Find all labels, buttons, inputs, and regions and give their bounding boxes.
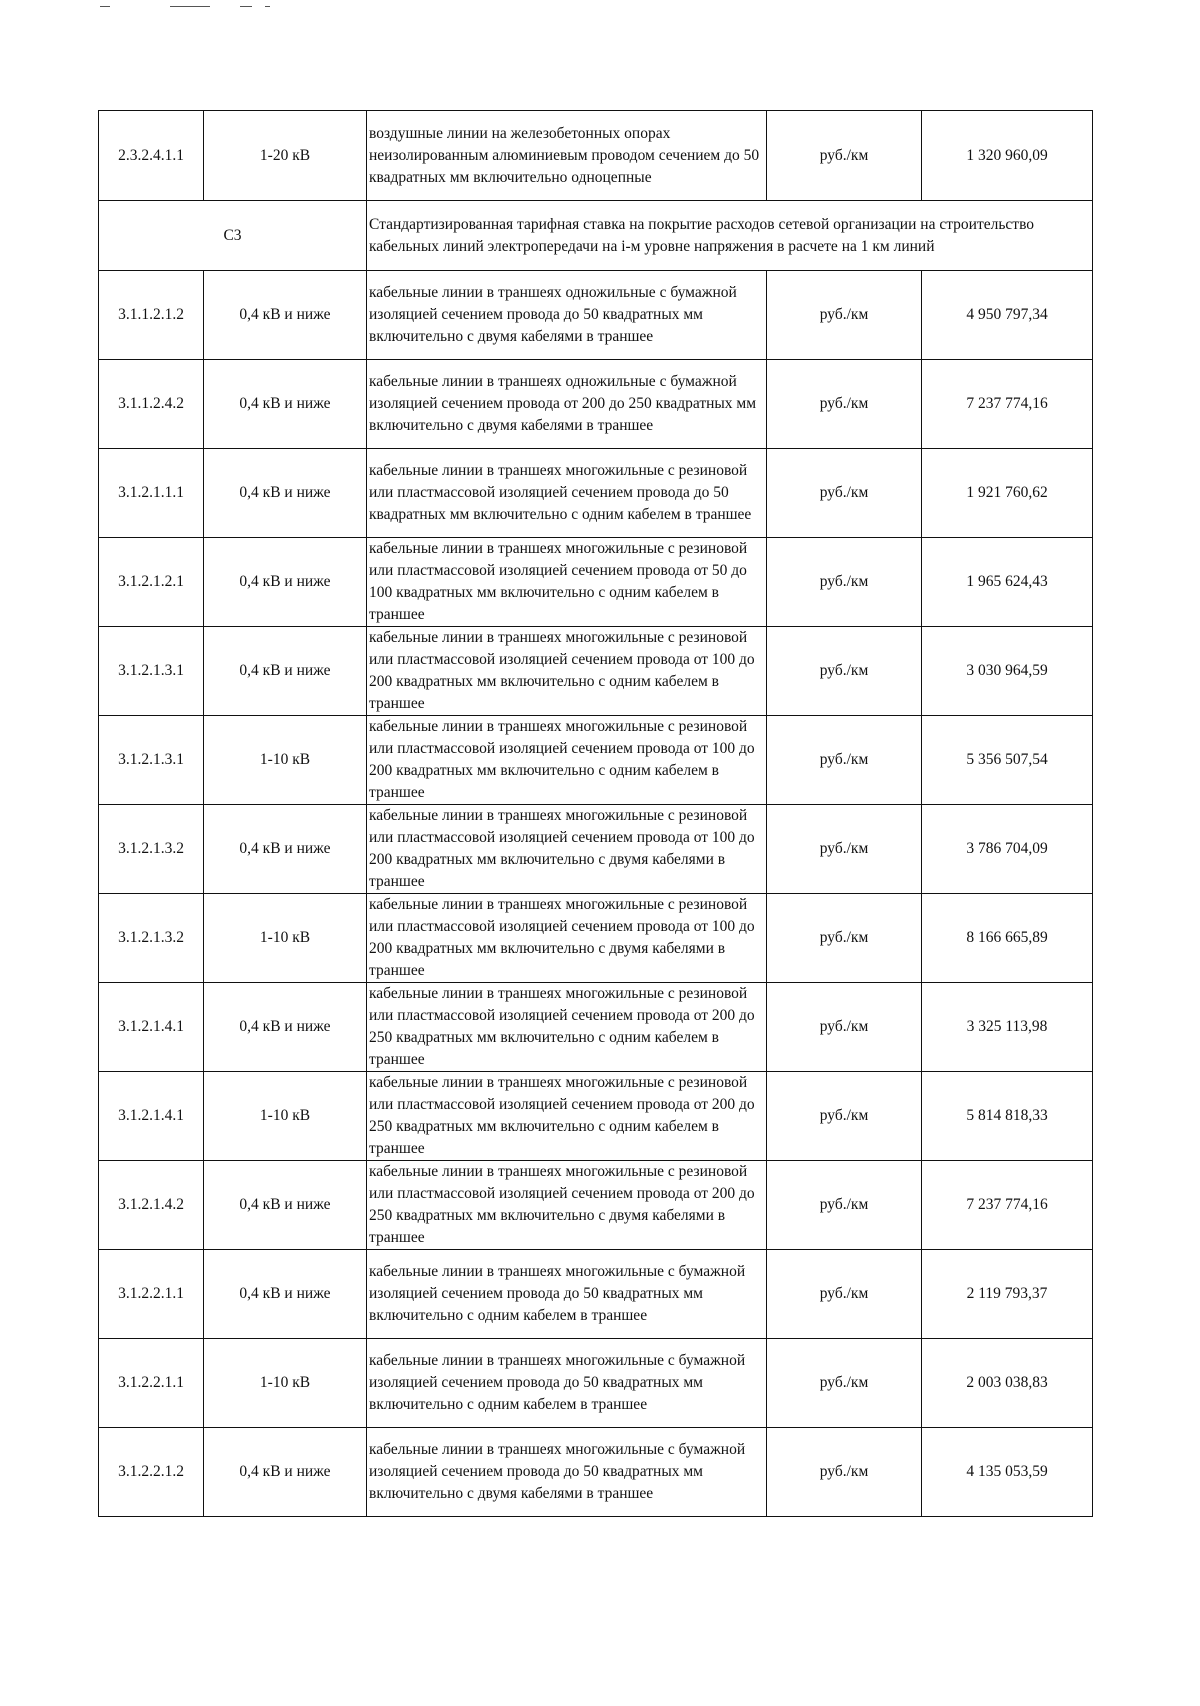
row-description: воздушные линии на железобетонных опорах неизолированным алюминиевым проводом сечением до 50 квадратных мм включительно одноцепные (367, 111, 767, 201)
row-value: 8 166 665,89 (922, 894, 1093, 983)
row-code: 3.1.1.2.4.2 (99, 360, 204, 449)
row-value: 5 356 507,54 (922, 716, 1093, 805)
row-unit: руб./км (767, 716, 922, 805)
row-unit: руб./км (767, 1250, 922, 1339)
row-value: 2 003 038,83 (922, 1339, 1093, 1428)
row-value: 7 237 774,16 (922, 1161, 1093, 1250)
row-unit: руб./км (767, 1072, 922, 1161)
section-header-row (99, 201, 1093, 271)
row-unit: руб./км (767, 1161, 922, 1250)
table-row (99, 449, 1093, 538)
table-row (99, 627, 1093, 716)
table-row (99, 983, 1093, 1072)
row-unit: руб./км (767, 449, 922, 538)
row-voltage: 0,4 кВ и ниже (204, 1161, 367, 1250)
row-voltage: 1-10 кВ (204, 716, 367, 805)
row-value: 1 965 624,43 (922, 538, 1093, 627)
row-unit: руб./км (767, 111, 922, 201)
table-row (99, 1161, 1093, 1250)
row-unit: руб./км (767, 1339, 922, 1428)
row-description: кабельные линии в траншеях многожильные с резиновой или пластмассовой изоляцией сечением провода от 100 до 200 квадратных мм включительно с одним кабелем в траншее (367, 716, 767, 805)
section-description: Стандартизированная тарифная ставка на покрытие расходов сетевой организации на строительство кабельных линий электропередачи на i-м уровне напряжения в расчете на 1 км линий (367, 201, 1093, 271)
row-value: 3 030 964,59 (922, 627, 1093, 716)
row-voltage: 0,4 кВ и ниже (204, 449, 367, 538)
table-row (99, 1072, 1093, 1161)
row-value: 2 119 793,37 (922, 1250, 1093, 1339)
row-voltage: 0,4 кВ и ниже (204, 1250, 367, 1339)
row-code: 2.3.2.4.1.1 (99, 111, 204, 201)
table-row (99, 271, 1093, 360)
row-code: 3.1.2.1.4.2 (99, 1161, 204, 1250)
row-value: 1 320 960,09 (922, 111, 1093, 201)
row-code: 3.1.2.1.4.1 (99, 983, 204, 1072)
section-code: С3 (99, 201, 367, 271)
row-value: 7 237 774,16 (922, 360, 1093, 449)
row-description: кабельные линии в траншеях многожильные с резиновой или пластмассовой изоляцией сечением провода до 50 квадратных мм включительно с одним кабелем в траншее (367, 449, 767, 538)
row-description: кабельные линии в траншеях многожильные с бумажной изоляцией сечением провода до 50 квадратных мм включительно с двумя кабелями в траншее (367, 1428, 767, 1517)
row-code: 3.1.2.2.1.1 (99, 1339, 204, 1428)
row-description: кабельные линии в траншеях многожильные с резиновой или пластмассовой изоляцией сечением провода от 200 до 250 квадратных мм включительно с одним кабелем в траншее (367, 1072, 767, 1161)
table-row (99, 1428, 1093, 1517)
row-value: 1 921 760,62 (922, 449, 1093, 538)
table-row (99, 1250, 1093, 1339)
row-value: 3 786 704,09 (922, 805, 1093, 894)
row-code: 3.1.2.2.1.2 (99, 1428, 204, 1517)
row-unit: руб./км (767, 1428, 922, 1517)
row-value: 5 814 818,33 (922, 1072, 1093, 1161)
row-value: 4 950 797,34 (922, 271, 1093, 360)
row-voltage: 0,4 кВ и ниже (204, 271, 367, 360)
row-unit: руб./км (767, 271, 922, 360)
table-row (99, 360, 1093, 449)
row-code: 3.1.2.1.1.1 (99, 449, 204, 538)
row-voltage: 1-10 кВ (204, 1072, 367, 1161)
row-voltage: 1-10 кВ (204, 1339, 367, 1428)
table-row (99, 538, 1093, 627)
row-unit: руб./км (767, 627, 922, 716)
row-code: 3.1.2.1.3.1 (99, 627, 204, 716)
row-description: кабельные линии в траншеях многожильные с резиновой или пластмассовой изоляцией сечением провода от 200 до 250 квадратных мм включительно с одним кабелем в траншее (367, 983, 767, 1072)
row-description: кабельные линии в траншеях многожильные с бумажной изоляцией сечением провода до 50 квадратных мм включительно с одним кабелем в траншее (367, 1339, 767, 1428)
row-description: кабельные линии в траншеях одножильные с бумажной изоляцией сечением провода до 50 квадратных мм включительно с двумя кабелями в траншее (367, 271, 767, 360)
row-code: 3.1.2.1.3.1 (99, 716, 204, 805)
row-code: 3.1.2.2.1.1 (99, 1250, 204, 1339)
row-value: 3 325 113,98 (922, 983, 1093, 1072)
row-value: 4 135 053,59 (922, 1428, 1093, 1517)
table-row (99, 894, 1093, 983)
row-voltage: 0,4 кВ и ниже (204, 1428, 367, 1517)
row-voltage: 0,4 кВ и ниже (204, 538, 367, 627)
row-description: кабельные линии в траншеях многожильные с резиновой или пластмассовой изоляцией сечением провода от 200 до 250 квадратных мм включительно с двумя кабелями в траншее (367, 1161, 767, 1250)
table-row (99, 805, 1093, 894)
row-description: кабельные линии в траншеях многожильные с бумажной изоляцией сечением провода до 50 квадратных мм включительно с одним кабелем в траншее (367, 1250, 767, 1339)
table-row (99, 716, 1093, 805)
row-description: кабельные линии в траншеях многожильные с резиновой или пластмассовой изоляцией сечением провода от 50 до 100 квадратных мм включительно с одним кабелем в траншее (367, 538, 767, 627)
scan-artifact-marks (100, 6, 300, 12)
table-row (99, 1339, 1093, 1428)
row-voltage: 0,4 кВ и ниже (204, 983, 367, 1072)
row-description: кабельные линии в траншеях многожильные с резиновой или пластмассовой изоляцией сечением провода от 100 до 200 квадратных мм включительно с двумя кабелями в траншее (367, 805, 767, 894)
tariff-table (98, 110, 1093, 1517)
row-description: кабельные линии в траншеях многожильные с резиновой или пластмассовой изоляцией сечением провода от 100 до 200 квадратных мм включительно с двумя кабелями в траншее (367, 894, 767, 983)
row-voltage: 1-20 кВ (204, 111, 367, 201)
row-voltage: 0,4 кВ и ниже (204, 805, 367, 894)
row-description: кабельные линии в траншеях одножильные с бумажной изоляцией сечением провода от 200 до 250 квадратных мм включительно с двумя кабелями в траншее (367, 360, 767, 449)
row-voltage: 0,4 кВ и ниже (204, 360, 367, 449)
row-unit: руб./км (767, 360, 922, 449)
row-code: 3.1.2.1.3.2 (99, 805, 204, 894)
table-row (99, 111, 1093, 201)
row-unit: руб./км (767, 983, 922, 1072)
row-code: 3.1.2.1.4.1 (99, 1072, 204, 1161)
row-unit: руб./км (767, 805, 922, 894)
row-code: 3.1.2.1.3.2 (99, 894, 204, 983)
row-description: кабельные линии в траншеях многожильные с резиновой или пластмассовой изоляцией сечением провода от 100 до 200 квадратных мм включительно с одним кабелем в траншее (367, 627, 767, 716)
row-unit: руб./км (767, 894, 922, 983)
row-voltage: 0,4 кВ и ниже (204, 627, 367, 716)
row-code: 3.1.1.2.1.2 (99, 271, 204, 360)
row-code: 3.1.2.1.2.1 (99, 538, 204, 627)
tariff-table-body (99, 111, 1093, 1517)
row-voltage: 1-10 кВ (204, 894, 367, 983)
row-unit: руб./км (767, 538, 922, 627)
